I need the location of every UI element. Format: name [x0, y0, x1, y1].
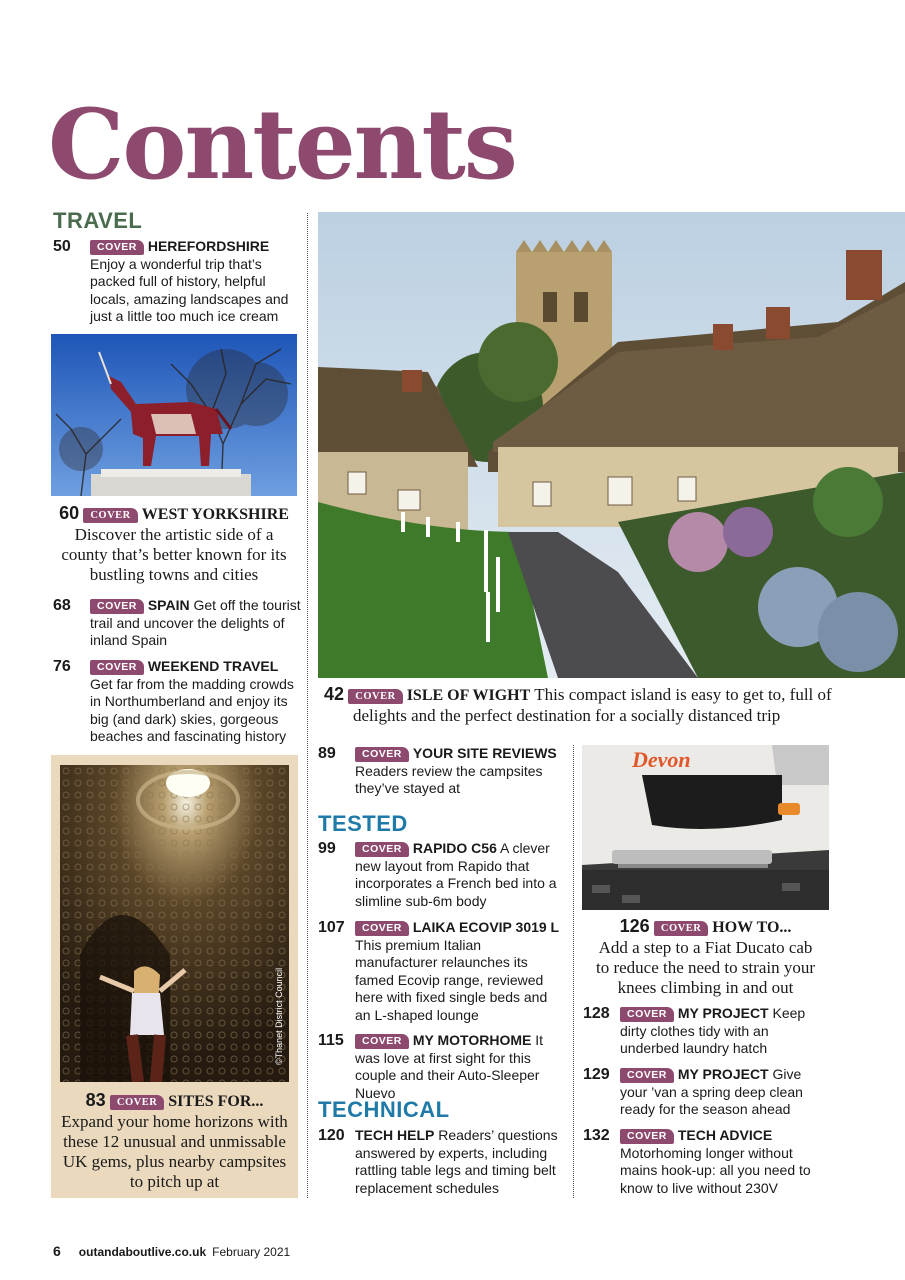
- entry-west-yorkshire[interactable]: [51, 503, 297, 585]
- entry-text-line: to reduce the need to strain your: [595, 958, 816, 977]
- section-heading-tested: TESTED: [318, 811, 408, 836]
- cover-badge: COVER: [83, 508, 137, 523]
- cover-badge: COVER: [654, 921, 708, 936]
- entry-text: Get off the tourist trail and uncover the delights of inland Spain: [90, 597, 301, 648]
- shell-grotto-photo: [60, 765, 289, 1082]
- entry-weekend-travel[interactable]: [53, 658, 303, 746]
- entry-heading: HOW TO...: [712, 919, 792, 936]
- entry-heading: SITES FOR...: [168, 1093, 264, 1110]
- entry-text: This premium Italian manufacturer relaunches its famed Ecovip range, reviewed here with fixed single beds and an L-shaped lounge: [355, 936, 548, 1023]
- page-footer: [53, 1243, 290, 1259]
- entry-isle-of-wight[interactable]: [318, 684, 905, 726]
- unicorn-sculpture-photo: [51, 334, 297, 496]
- entry-text-line: UK gems, plus nearby campsites: [62, 1152, 287, 1171]
- entry-text-line: Expand your home horizons with: [61, 1112, 288, 1131]
- entry-heading: MY PROJECT: [677, 1005, 769, 1021]
- page-number: 83: [85, 1090, 106, 1110]
- entry-text: Keep dirty clothes tidy with an underbed laundry hatch: [620, 1005, 806, 1056]
- entry-text: Readers’ questions answered by experts, including rattling table legs and timing belt replacement schedules: [355, 1127, 558, 1196]
- cover-badge: COVER: [110, 1095, 164, 1110]
- column-divider-right: [573, 745, 574, 1198]
- footer-website[interactable]: outandaboutlive.co.uk: [78, 1245, 207, 1259]
- entry-heading: WEEKEND TRAVEL: [147, 658, 279, 674]
- page-number: 42: [324, 684, 345, 704]
- entry-text-line: delights and the perfect destination for a socially distanced trip: [353, 706, 781, 725]
- van-logo-text: Devon: [632, 747, 691, 772]
- cover-badge: COVER: [90, 240, 144, 255]
- entry-heading: MY PROJECT: [677, 1066, 769, 1082]
- entry-heading: ISLE OF WIGHT: [406, 687, 531, 704]
- cover-badge: COVER: [620, 1129, 674, 1144]
- entry-heading: YOUR SITE REVIEWS: [412, 745, 557, 761]
- entry-how-to[interactable]: [582, 916, 829, 998]
- entry-heading: TECH ADVICE: [677, 1127, 773, 1143]
- page-number: 68: [53, 597, 71, 614]
- footer-page-number: 6: [53, 1243, 61, 1259]
- entry-text-line: knees climbing in and out: [617, 978, 794, 997]
- cover-badge: COVER: [620, 1068, 674, 1083]
- cover-badge: COVER: [355, 842, 409, 857]
- cover-badge: COVER: [90, 660, 144, 675]
- entry-heading: MY MOTORHOME: [412, 1032, 532, 1048]
- entry-text-line: these 12 unusual and unmissable: [63, 1132, 286, 1151]
- isle-of-wight-village-photo: [318, 212, 905, 678]
- page-number: 129: [583, 1066, 610, 1083]
- cover-badge: COVER: [355, 1034, 409, 1049]
- cover-badge: COVER: [90, 599, 144, 614]
- entry-spain[interactable]: [53, 597, 303, 650]
- entry-tech-advice[interactable]: [583, 1127, 829, 1197]
- entry-text: A clever new layout from Rapido that incorporates a French bed into a slimline sub-6m body: [355, 840, 557, 909]
- page-number: 120: [318, 1127, 345, 1144]
- page-number: 126: [619, 916, 650, 936]
- entry-text: Give your ’van a spring deep clean ready for the season ahead: [620, 1066, 803, 1117]
- footer-date: February 2021: [212, 1245, 291, 1259]
- entry-tech-help[interactable]: [318, 1127, 566, 1197]
- entry-text: It was love at first sight for this couple and their Auto-Sleeper Nuevo: [355, 1032, 544, 1101]
- photo-credit: ©Thanet District Council: [274, 967, 284, 1065]
- entry-heading: RAPIDO C56: [412, 840, 497, 856]
- page-number: 107: [318, 919, 345, 936]
- van-step-photo: [582, 745, 829, 910]
- page-number: 76: [53, 658, 71, 675]
- entry-text: Readers review the campsites they’ve stayed at: [355, 762, 543, 796]
- entry-text-line: to pitch up at: [129, 1172, 220, 1191]
- entry-text-line: bustling towns and cities: [89, 565, 259, 584]
- entry-heading: HEREFORDSHIRE: [147, 238, 270, 254]
- page-number: 115: [318, 1032, 344, 1049]
- entry-text-line: Discover the artistic side of a: [74, 525, 274, 544]
- entry-heading: SPAIN: [147, 597, 190, 613]
- page-number: 128: [583, 1005, 610, 1022]
- page-number: 132: [583, 1127, 610, 1144]
- entry-my-project-clean[interactable]: [583, 1066, 829, 1119]
- page-number: 50: [53, 238, 71, 255]
- entry-heading: TECH HELP: [355, 1127, 435, 1143]
- entry-text-line: Add a step to a Fiat Ducato cab: [598, 938, 813, 957]
- entry-text: Motorhoming longer without mains hook-up: all you need to know to live without 230V: [620, 1144, 811, 1196]
- page-number: 99: [318, 840, 336, 857]
- entry-heading: LAIKA ECOVIP 3019 L: [412, 919, 560, 935]
- entry-text: Get far from the madding crowds in Northumberland and enjoy its big (and dark) skies, gorgeous beaches and fascinating history: [90, 675, 294, 744]
- cover-badge: COVER: [355, 921, 409, 936]
- section-heading-technical: TECHNICAL: [318, 1097, 450, 1122]
- entry-herefordshire[interactable]: [53, 238, 303, 326]
- page-number: 89: [318, 745, 336, 762]
- entry-site-reviews[interactable]: [318, 745, 566, 798]
- page-title: Contents: [48, 88, 516, 201]
- cover-badge: COVER: [348, 689, 402, 704]
- entry-text: Enjoy a wonderful trip that’s packed full of history, helpful locals, amazing landscapes and just a little too much ice cream: [90, 255, 289, 324]
- section-heading-travel: TRAVEL: [53, 208, 143, 233]
- cover-badge: COVER: [355, 747, 409, 762]
- entry-rapido[interactable]: [318, 840, 566, 910]
- entry-laika[interactable]: [318, 919, 566, 1024]
- page-number: 60: [59, 503, 80, 523]
- column-divider-left: [307, 213, 308, 1198]
- entry-heading: WEST YORKSHIRE: [141, 506, 289, 523]
- entry-my-motorhome[interactable]: [318, 1032, 566, 1102]
- entry-text-line: county that’s better known for its: [61, 545, 287, 564]
- entry-text: This compact island is easy to get to, full of: [534, 685, 832, 704]
- entry-sites-for[interactable]: [51, 1090, 298, 1192]
- entry-my-project-laundry[interactable]: [583, 1005, 829, 1058]
- cover-badge: COVER: [620, 1007, 674, 1022]
